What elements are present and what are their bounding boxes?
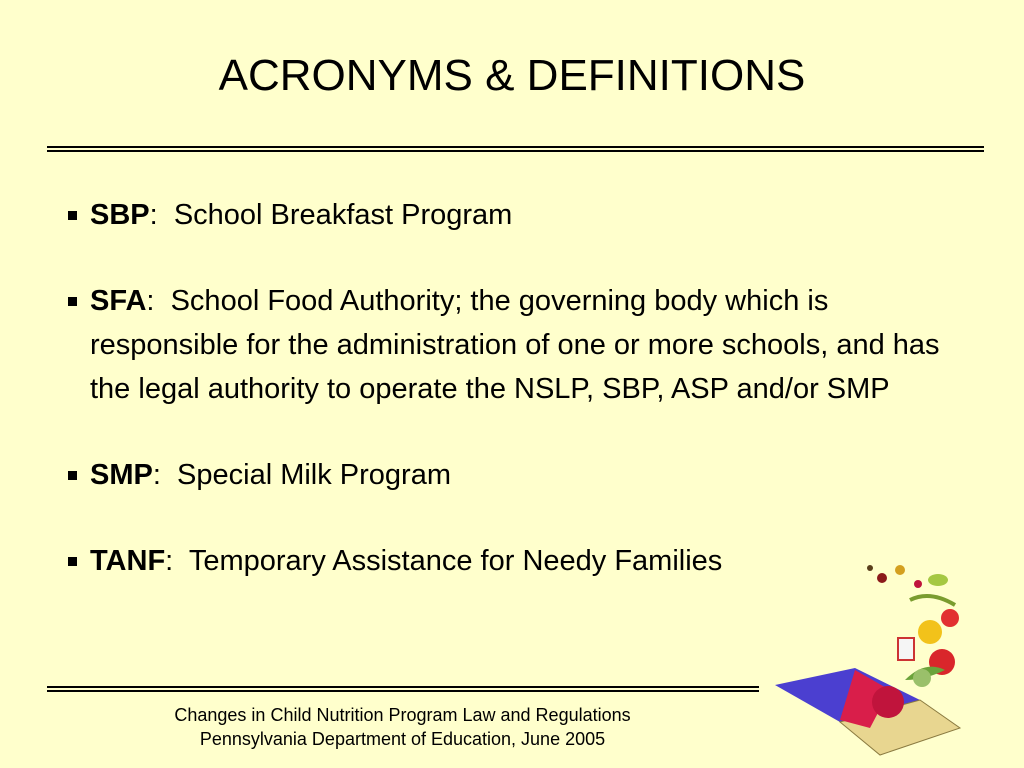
definition-separator: : bbox=[146, 285, 155, 317]
square-bullet-icon bbox=[68, 471, 77, 480]
definition-separator: : bbox=[149, 199, 158, 231]
footer bbox=[130, 703, 675, 751]
berry-icon bbox=[914, 580, 922, 588]
square-bullet-icon bbox=[68, 297, 77, 306]
definition-text: Temporary Assistance for Needy Families bbox=[188, 545, 723, 577]
slide-title: ACRONYMS & DEFINITIONS bbox=[218, 51, 806, 100]
cauliflower-icon bbox=[913, 669, 931, 687]
square-bullet-icon bbox=[68, 211, 77, 220]
milk-carton-icon bbox=[898, 638, 914, 660]
definition-term: SMP bbox=[90, 459, 153, 491]
definition-separator: : bbox=[165, 545, 174, 577]
definition-item-sfa bbox=[62, 279, 972, 411]
definition-separator: : bbox=[152, 459, 161, 491]
definitions-list bbox=[62, 193, 972, 583]
definition-term: SBP bbox=[90, 199, 150, 231]
pepper-icon bbox=[918, 620, 942, 644]
berry-icon bbox=[867, 565, 873, 571]
lettuce-icon bbox=[928, 574, 948, 586]
cherry-icon bbox=[877, 573, 887, 583]
square-bullet-icon bbox=[68, 557, 77, 566]
definition-term: TANF bbox=[90, 545, 166, 577]
definition-item-sbp bbox=[62, 193, 972, 237]
footer-line-2: Pennsylvania Department of Education, June 2005 bbox=[199, 729, 606, 749]
definition-text: School Food Authority; the governing body which is responsible for the administration of one or more schools, and has the legal authority to operate the NSLP, SBP, ASP and/or SMP bbox=[90, 285, 940, 405]
definition-term: SFA bbox=[90, 285, 147, 317]
definition-item-smp bbox=[62, 453, 972, 497]
grape-icon bbox=[895, 565, 905, 575]
bean-icon bbox=[910, 596, 955, 605]
definition-text: School Breakfast Program bbox=[173, 199, 513, 231]
food-and-book-icon bbox=[770, 550, 980, 760]
definition-text: Special Milk Program bbox=[177, 459, 452, 491]
bottom-divider bbox=[47, 686, 759, 692]
apple-icon bbox=[872, 686, 904, 718]
footer-line-1: Changes in Child Nutrition Program Law and Regulations bbox=[174, 705, 631, 725]
top-divider bbox=[47, 146, 984, 152]
strawberry-icon bbox=[941, 609, 959, 627]
